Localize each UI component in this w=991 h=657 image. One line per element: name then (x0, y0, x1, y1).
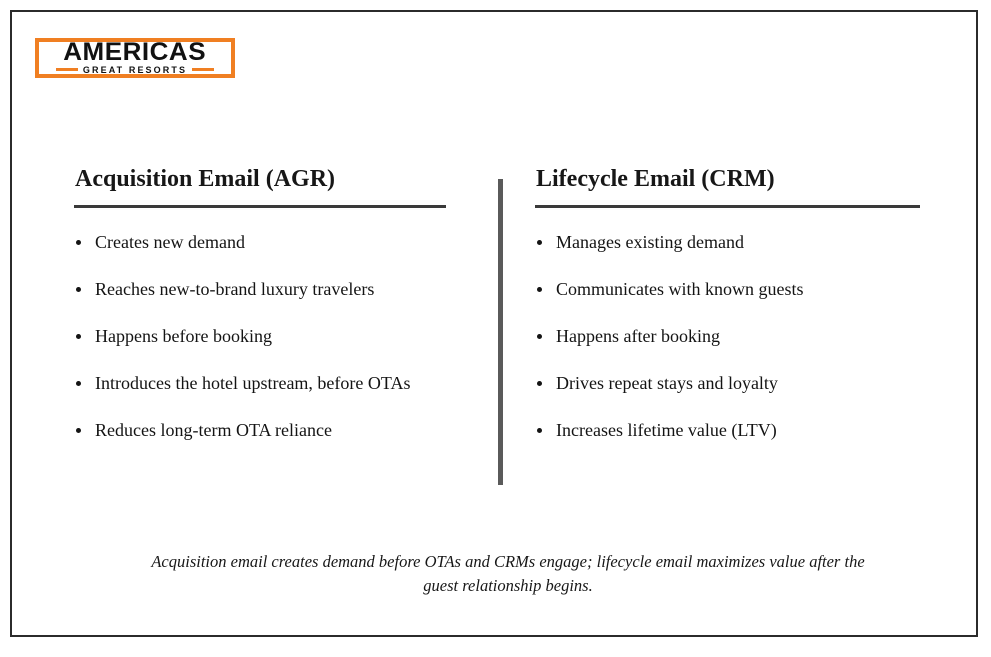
column-heading-lifecycle: Lifecycle Email (CRM) (536, 166, 775, 192)
column-acquisition (74, 164, 446, 441)
logo-brand-name: AMERICAS (63, 37, 207, 66)
list-item (74, 231, 446, 253)
bullet-dot-icon (76, 428, 81, 433)
list-item-label: Happens before booking (95, 326, 272, 346)
logo-tagline: GREAT RESORTS (82, 64, 188, 75)
bullet-dot-icon (537, 240, 542, 245)
list-item-label: Manages existing demand (556, 232, 744, 252)
list-item (74, 372, 446, 394)
list-item (535, 419, 920, 441)
column-heading-acquisition: Acquisition Email (AGR) (75, 166, 336, 192)
bullet-dot-icon (537, 428, 542, 433)
column-rule-lifecycle (535, 205, 920, 208)
list-item-label: Communicates with known guests (556, 279, 804, 299)
bullet-dot-icon (76, 240, 81, 245)
list-item (535, 231, 920, 253)
slide-frame (10, 10, 978, 637)
bullet-list-lifecycle (535, 231, 920, 441)
list-item-label: Creates new demand (95, 232, 245, 252)
bullet-dot-icon (537, 334, 542, 339)
list-item-label: Happens after booking (556, 326, 720, 346)
list-item (535, 325, 920, 347)
bullet-dot-icon (76, 287, 81, 292)
bullet-dot-icon (76, 334, 81, 339)
bullet-dot-icon (537, 287, 542, 292)
list-item-label: Drives repeat stays and loyalty (556, 373, 778, 393)
list-item (74, 278, 446, 300)
bullet-list-acquisition (74, 231, 446, 441)
list-item (535, 278, 920, 300)
list-item-label: Reaches new-to-brand luxury travelers (95, 279, 375, 299)
column-lifecycle (535, 164, 920, 441)
column-rule-acquisition (74, 205, 446, 208)
list-item-label: Increases lifetime value (LTV) (556, 420, 777, 440)
list-item (74, 419, 446, 441)
list-item (74, 325, 446, 347)
column-divider (498, 179, 503, 485)
list-item (535, 372, 920, 394)
list-item-label: Reduces long-term OTA reliance (95, 420, 332, 440)
footer-caption: Acquisition email creates demand before OTAs and CRMs engage; lifecycle email maximizes value after the guest relationship begins. (151, 552, 865, 595)
bullet-dot-icon (537, 381, 542, 386)
list-item-label: Introduces the hotel upstream, before OTAs (95, 373, 411, 393)
bullet-dot-icon (76, 381, 81, 386)
comparison-columns (12, 12, 976, 635)
